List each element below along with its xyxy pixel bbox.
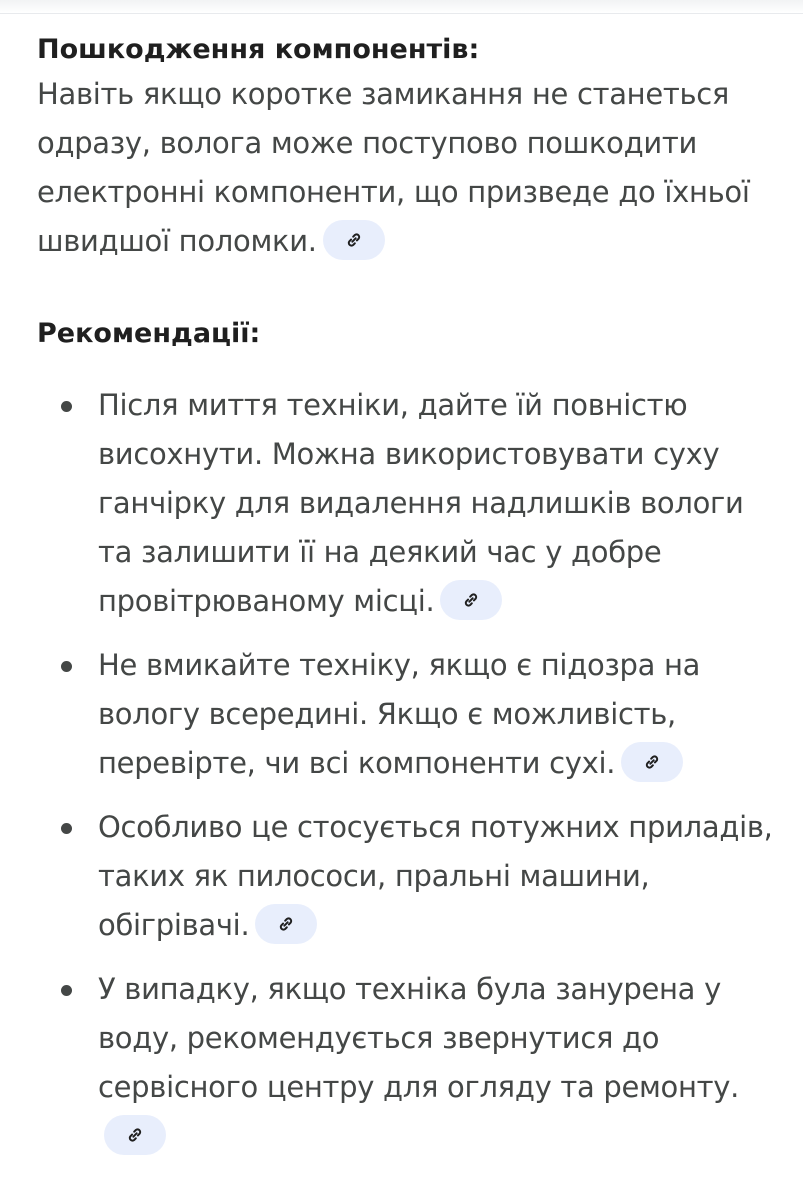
link-icon (461, 590, 481, 610)
bullet-icon (61, 401, 72, 412)
recommendations-list (37, 381, 777, 1161)
link-icon (125, 1125, 145, 1145)
top-bar-edge (0, 0, 803, 14)
list-item-paragraph (98, 381, 777, 626)
paragraph-text: Навіть якщо коротке замикання не станеться одразу, волога може поступово пошкодити електронні компоненти, що призведе до їхньої швидшої поломки. (37, 77, 750, 258)
list-item (37, 381, 777, 626)
list-item-text: Особливо це стосується потужних приладів, таких як пилососи, пральні машини, обігрівачі. (98, 810, 773, 942)
list-item (37, 803, 777, 950)
citation-chip[interactable] (323, 220, 385, 260)
link-icon (344, 230, 364, 250)
citation-chip[interactable] (440, 580, 502, 620)
citation-chip[interactable] (621, 742, 683, 782)
paragraph-component-damage (37, 70, 777, 266)
list-item (37, 641, 777, 788)
list-item-text: У випадку, якщо техніка була занурена у воду, рекомендується звернутися до сервісного центру для огляду та ремонту. (98, 972, 740, 1104)
list-item-paragraph (98, 965, 777, 1161)
list-item-text: Не вмикайте техніку, якщо є підозра на вологу всередині. Якщо є можливість, перевірте, чи всі компоненти сухі. (98, 648, 701, 780)
list-item-paragraph (98, 803, 777, 950)
citation-chip[interactable] (104, 1115, 166, 1155)
section-heading-component-damage: Пошкодження компонентів: (37, 34, 480, 65)
list-item-paragraph (98, 641, 777, 788)
link-icon (642, 752, 662, 772)
bullet-icon (61, 985, 72, 996)
citation-chip[interactable] (255, 904, 317, 944)
section-heading-recommendations: Рекомендації: (37, 318, 261, 349)
list-item (37, 965, 777, 1161)
bullet-icon (61, 823, 72, 834)
response-content (37, 30, 777, 1176)
bullet-icon (61, 661, 72, 672)
list-item-text: Після миття техніки, дайте їй повністю висохнути. Можна використовувати суху ганчірку для видалення надлишків вологи та залишити її на деякий час у добре провітрюваному місці. (98, 388, 744, 618)
link-icon (276, 914, 296, 934)
